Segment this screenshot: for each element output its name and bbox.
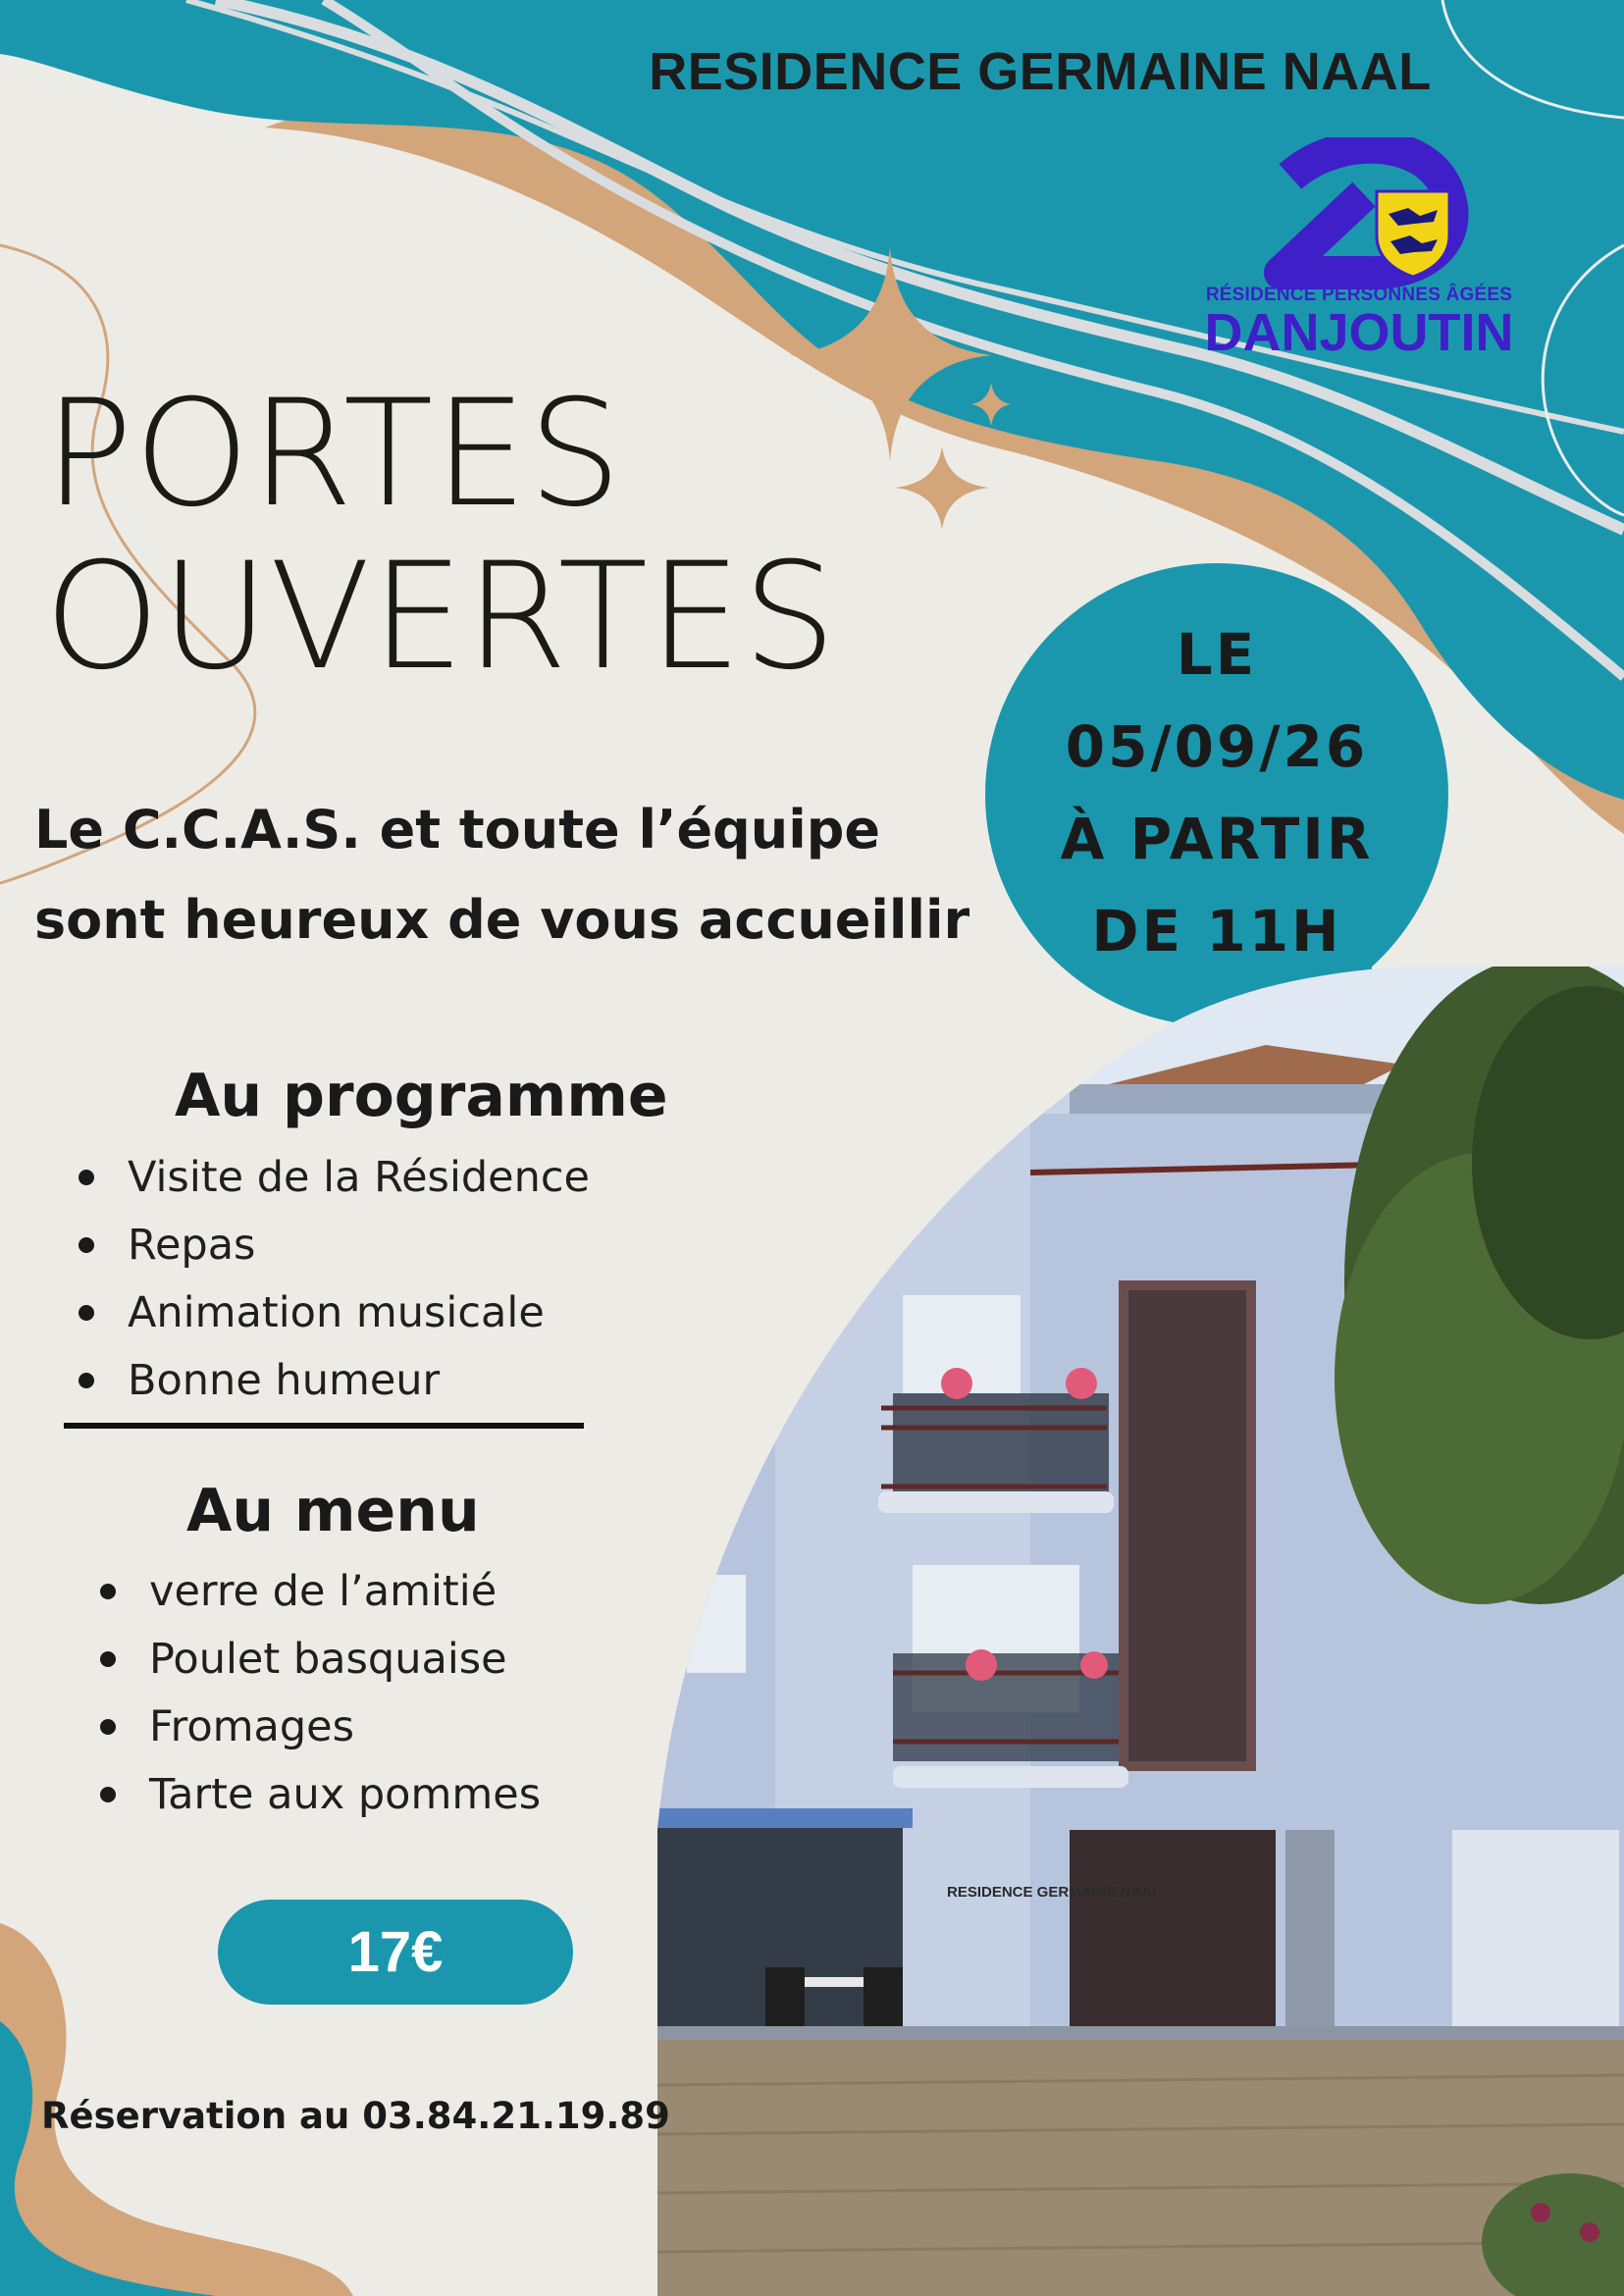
- headline: [44, 369, 838, 703]
- list-item: Animation musicale: [79, 1279, 590, 1347]
- building-sign: RESIDENCE GERMAINE NAAL: [947, 1884, 1162, 1901]
- logo-subtitle: RÉSIDENCE PERSONNES ÂGÉES: [1205, 285, 1513, 305]
- bullet-icon: [79, 1170, 94, 1185]
- headline-line-1: PORTES: [44, 369, 623, 540]
- program-list: [79, 1144, 590, 1415]
- menu-list: [100, 1558, 541, 1829]
- list-item: Tarte aux pommes: [100, 1761, 541, 1829]
- welcome-message: [34, 785, 969, 965]
- welcome-line-2: sont heureux de vous accueillir: [34, 889, 970, 951]
- bullet-icon: [100, 1651, 116, 1667]
- reservation-info: Réservation au 03.84.21.19.89: [41, 2095, 670, 2137]
- program-title: Au programme: [175, 1062, 668, 1130]
- date-bubble-text: [991, 608, 1442, 977]
- date-line-2: 05/09/26: [1065, 713, 1369, 780]
- logo-name: DANJOUTIN: [1204, 303, 1514, 362]
- welcome-line-1: Le C.C.A.S. et toute l’équipe: [34, 799, 880, 861]
- building-photo: [657, 966, 1624, 2296]
- list-item: Repas: [79, 1212, 590, 1279]
- bullet-icon: [100, 1584, 116, 1599]
- date-line-3: À PARTIR: [1060, 806, 1374, 872]
- list-item: Visite de la Résidence: [79, 1144, 590, 1212]
- menu-title: Au menu: [186, 1477, 480, 1545]
- list-item: verre de l’amitié: [100, 1558, 541, 1626]
- bullet-icon: [79, 1373, 94, 1388]
- bullet-icon: [79, 1237, 94, 1253]
- bullet-icon: [79, 1305, 94, 1321]
- price-text: 17€: [347, 1920, 444, 1984]
- bullet-icon: [100, 1787, 116, 1802]
- section-divider: [64, 1423, 584, 1429]
- date-line-4: DE 11H: [1091, 898, 1342, 965]
- list-item: Bonne humeur: [79, 1347, 590, 1415]
- date-line-1: LE: [1176, 621, 1258, 688]
- list-item: Poulet basquaise: [100, 1626, 541, 1694]
- headline-line-2: OUVERTES: [44, 532, 838, 703]
- sparkle-medium: [895, 446, 989, 530]
- list-item: Fromages: [100, 1694, 541, 1761]
- residence-title: RESIDENCE GERMAINE NAAL: [649, 42, 1432, 101]
- bullet-icon: [100, 1719, 116, 1735]
